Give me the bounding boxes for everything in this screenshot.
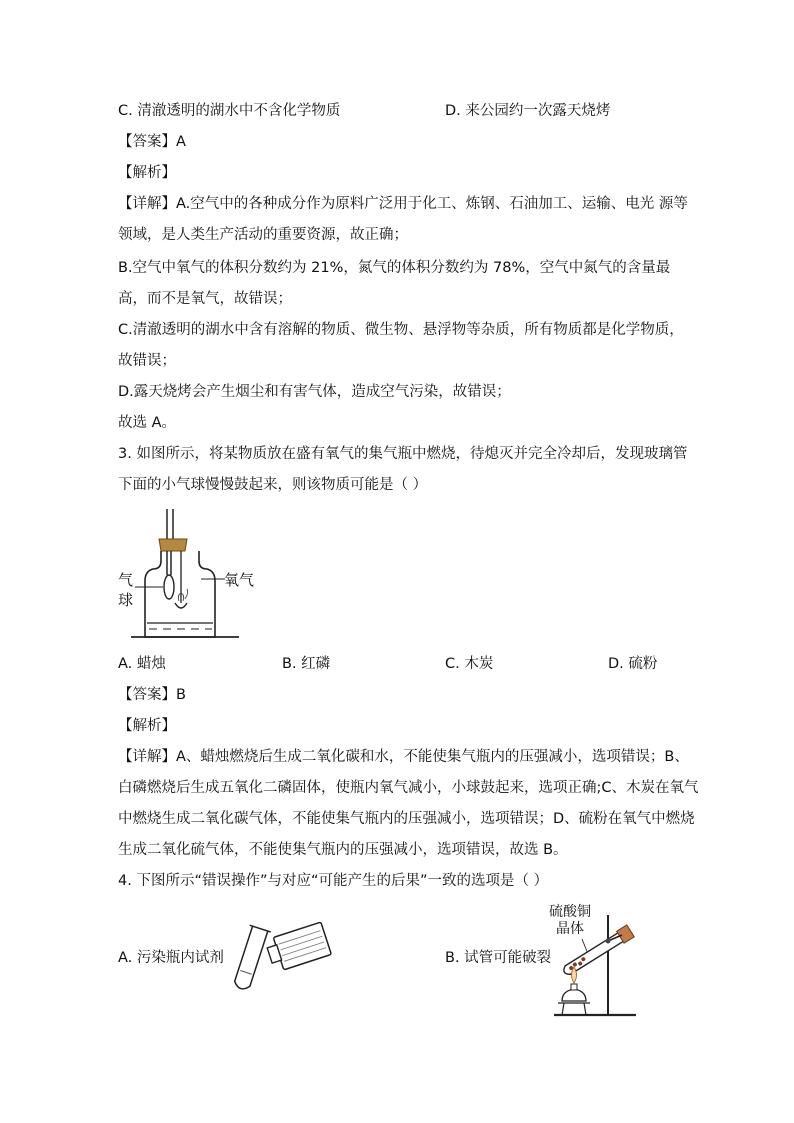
q2-answer: 【答案】A <box>118 134 186 150</box>
heating-test-tube-figure <box>540 905 660 1020</box>
q3-option-b: B. 红磷 <box>282 656 331 672</box>
q3-detail-line: 白磷燃烧后生成五氧化二磷固体，使瓶内氧气减小，小球鼓起来，选项正确;C、木炭在氧气 <box>118 780 699 796</box>
q3-stem-line: 3. 如图所示，将某物质放在盛有氧气的集气瓶中燃烧，待熄灭并完全冷却后，发现玻璃管 <box>118 446 688 462</box>
q3-stem-line: 下面的小气球慢慢鼓起来，则该物质可能是（ ） <box>118 477 428 493</box>
q3-option-c: C. 木炭 <box>445 656 494 672</box>
q2-detail-line: 领域，是人类生产活动的重要资源，故正确； <box>118 227 408 243</box>
q3-option-a: A. 蜡烛 <box>118 656 166 672</box>
q2-detail-line: 【详解】A.空气中的各种成分作为原料广泛用于化工、炼钢、石油加工、运输、电光 源等 <box>118 196 688 212</box>
q4-stem: 4. 下图所示“错误操作”与对应“可能产生的后果”一致的选项是（ ） <box>118 873 549 889</box>
q2-option-c: C. 清澈透明的湖水中不含化学物质 <box>118 103 341 119</box>
q3-analysis-heading: 【解析】 <box>118 718 176 734</box>
q2-detail-line: 高，而不是氧气，故错误； <box>118 291 292 307</box>
q3-answer: 【答案】B <box>118 687 186 703</box>
q4-option-b: B. 试管可能破裂 <box>445 950 552 966</box>
q3-option-d: D. 硫粉 <box>608 656 658 672</box>
q2-detail-line: B.空气中氧气的体积分数约为 21%，氮气的体积分数约为 78%，空气中氮气的含量最 <box>118 260 671 276</box>
pouring-reagent-figure <box>222 915 337 1000</box>
q2-analysis-heading: 【解析】 <box>118 165 176 181</box>
figure-label-copper-sulfate: 硫酸铜 <box>549 904 591 920</box>
figure-label-balloon: 气 <box>118 571 134 589</box>
q2-detail-line: D.露天烧烤会产生烟尘和有害气体，造成空气污染，故错误； <box>118 384 511 400</box>
figure-label-oxygen: 氧气 <box>224 571 255 589</box>
q3-detail-line: 【详解】A、蜡烛燃烧后生成二氧化碳和水，不能使集气瓶内的压强减小，选项错误；B、 <box>118 749 689 765</box>
q2-detail-line: C.清澈透明的湖水中含有溶解的物质、微生物、悬浮物等杂质，所有物质都是化学物质， <box>118 322 684 338</box>
q2-option-d: D. 来公园约一次露天烧烤 <box>445 103 611 119</box>
figure-label-balloon: 球 <box>118 591 134 609</box>
q3-detail-line: 生成二氧化硫气体，不能使集气瓶内的压强减小，选项错误，故选 B。 <box>118 842 568 858</box>
figure-label-crystal: 晶体 <box>556 921 584 937</box>
q3-detail-line: 中燃烧生成二氧化碳气体，不能使集气瓶内的压强减小，选项错误；D、硫粉在氧气中燃烧 <box>118 811 695 827</box>
q2-detail-line: 故错误； <box>118 353 176 369</box>
q4-option-a: A. 污染瓶内试剂 <box>118 950 224 966</box>
q2-detail-line: 故选 A。 <box>118 415 177 431</box>
